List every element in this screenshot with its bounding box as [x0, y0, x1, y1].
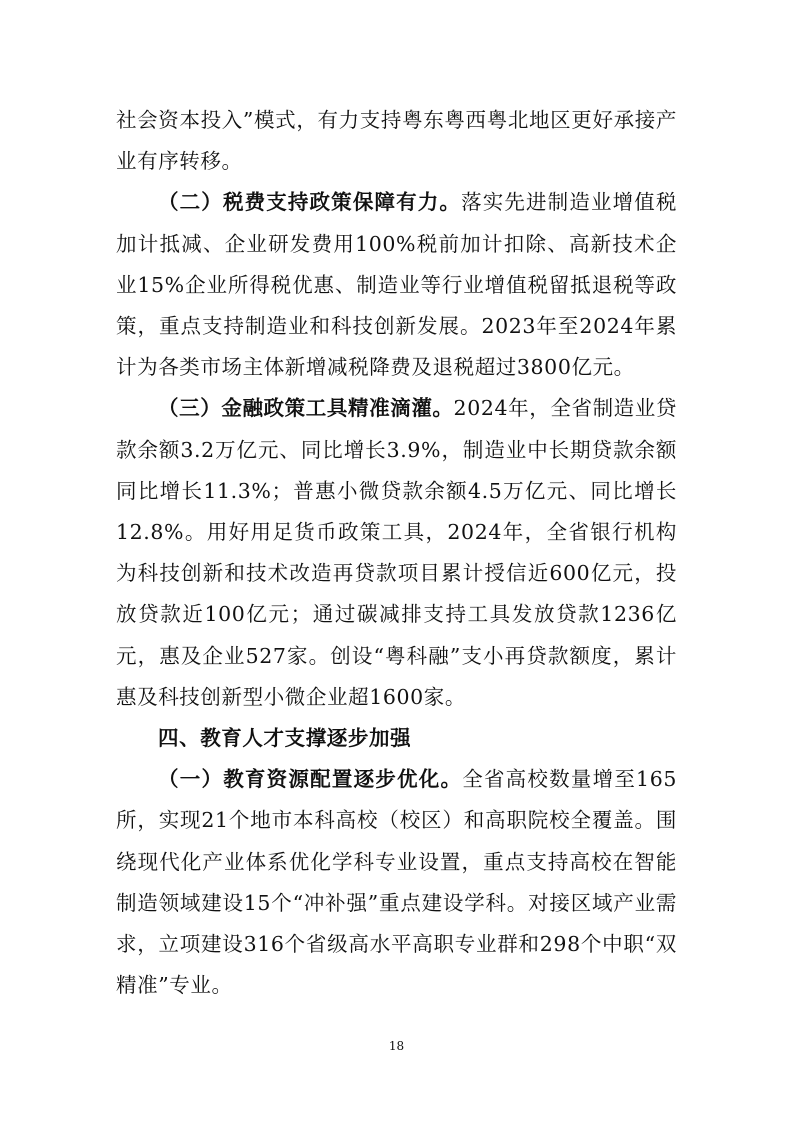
page-number: 18: [388, 1039, 405, 1053]
section-heading: 四、教育人才支撑逐步加强: [158, 726, 412, 751]
body-text: [116, 100, 677, 1006]
paragraph-tax-policy: [116, 182, 677, 388]
paragraph-text: 社会资本投入”模式，有力支持粤东粤西粤北地区更好承接产业有序转移。: [116, 108, 677, 174]
paragraph-finance-policy: [116, 388, 677, 718]
paragraph-text: 落实先进制造业增值税加计抵减、企业研发费用100%税前加计扣除、高新技术企业15%企业所得税优惠、制造业等行业增值税留抵退税等政策，重点支持制造业和科技创新发展。2023年至2024年累计为各类市场主体新增减税降费及退税超过3800亿元。: [116, 190, 678, 380]
paragraph-lead: （二）税费支持政策保障有力。: [158, 190, 462, 215]
paragraph-lead: （三）金融政策工具精准滴灌。: [158, 396, 454, 421]
paragraph-education-resources: [116, 759, 677, 1006]
paragraph-text: 全省高校数量增至165所，实现21个地市本科高校（校区）和高职院校全覆盖。围绕现代化产业体系优化学科专业设置，重点支持高校在智能制造领域建设15个“冲补强”重点建设学科。对接区域产业需求，立项建设316个省级高水平高职专业群和298个中职“双精准”专业。: [116, 767, 677, 998]
paragraph-continued: [116, 100, 677, 182]
paragraph-text: 2024年，全省制造业贷款余额3.2万亿元、同比增长3.9%，制造业中长期贷款余额同比增长11.3%；普惠小微贷款余额4.5万亿元、同比增长12.8%。用好用足货币政策工具，2024年，全省银行机构为科技创新和技术改造再贷款项目累计授信近600亿元，投放贷款近100亿元；通过碳减排支持工具发放贷款1236亿元，惠及企业527家。创设“粤科融”支小再贷款额度，累计惠及科技创新型小微企业超1600家。: [116, 396, 677, 709]
paragraph-lead: （一）教育资源配置逐步优化。: [158, 767, 463, 792]
